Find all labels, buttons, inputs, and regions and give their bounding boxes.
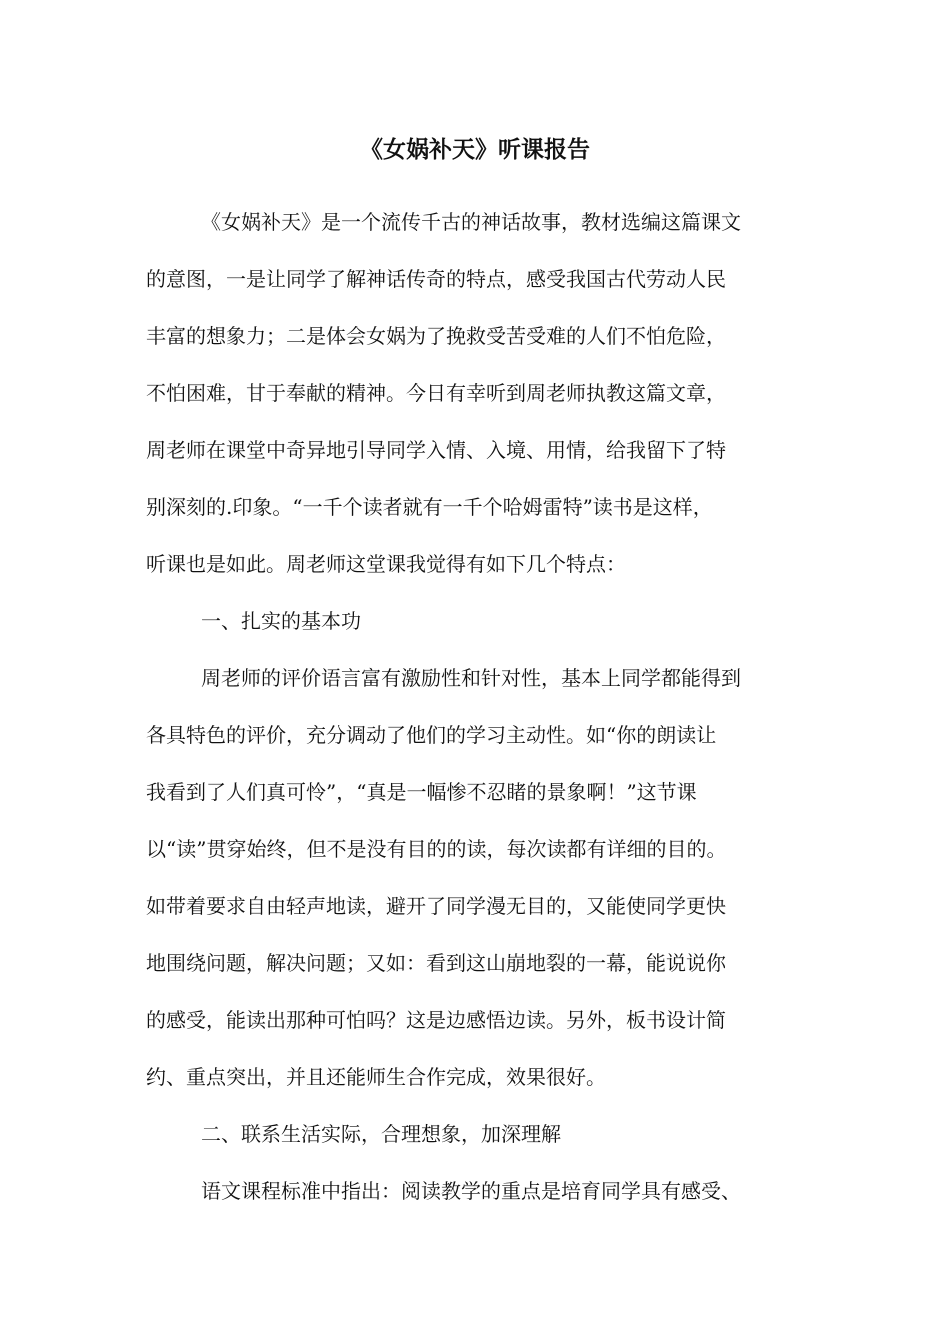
paragraph-line: 《女娲补天》是一个流传千古的神话故事，教材选编这篇课文	[201, 210, 741, 234]
paragraph-line: 的感受，能读出那种可怕吗？这是边感悟边读。另外，板书设计简	[146, 1008, 726, 1032]
paragraph-line: 各具特色的评价，充分调动了他们的学习主动性。如“你的朗读让	[146, 723, 717, 747]
paragraph-line: 听课也是如此。周老师这堂课我觉得有如下几个特点：	[146, 552, 626, 576]
paragraph-line: 别深刻的.印象。“一千个读者就有一千个哈姆雷特”读书是这样，	[146, 495, 713, 519]
document-title: 《女娲补天》听课报告	[360, 136, 590, 163]
section-heading: 一、扎实的基本功	[201, 609, 361, 633]
paragraph-line: 约、重点突出，并且还能师生合作完成，效果很好。	[146, 1065, 606, 1089]
paragraph-line: 我看到了人们真可怜”，“真是一幅惨不忍睹的景象啊！”这节课	[146, 780, 697, 804]
paragraph-line: 周老师在课堂中奇异地引导同学入情、入境、用情，给我留下了特	[146, 438, 726, 462]
paragraph-line: 的意图，一是让同学了解神话传奇的特点，感受我国古代劳动人民	[146, 267, 726, 291]
paragraph-line: 以“读”贯穿始终，但不是没有目的的读，每次读都有详细的目的。	[146, 837, 727, 861]
paragraph-line: 如带着要求自由轻声地读，避开了同学漫无目的，又能使同学更快	[146, 894, 726, 918]
paragraph-line: 周老师的评价语言富有激励性和针对性，基本上同学都能得到	[201, 666, 741, 690]
paragraph-line: 丰富的想象力；二是体会女娲为了挽救受苦受难的人们不怕危险，	[146, 324, 726, 348]
paragraph-line: 不怕困难，甘于奉献的精神。今日有幸听到周老师执教这篇文章，	[146, 381, 726, 405]
paragraph-line: 语文课程标准中指出：阅读教学的重点是培育同学具有感受、	[201, 1179, 741, 1203]
paragraph-line: 地围绕问题，解决问题；又如：看到这山崩地裂的一幕，能说说你	[146, 951, 726, 975]
section-heading: 二、联系生活实际，合理想象，加深理解	[201, 1122, 561, 1146]
